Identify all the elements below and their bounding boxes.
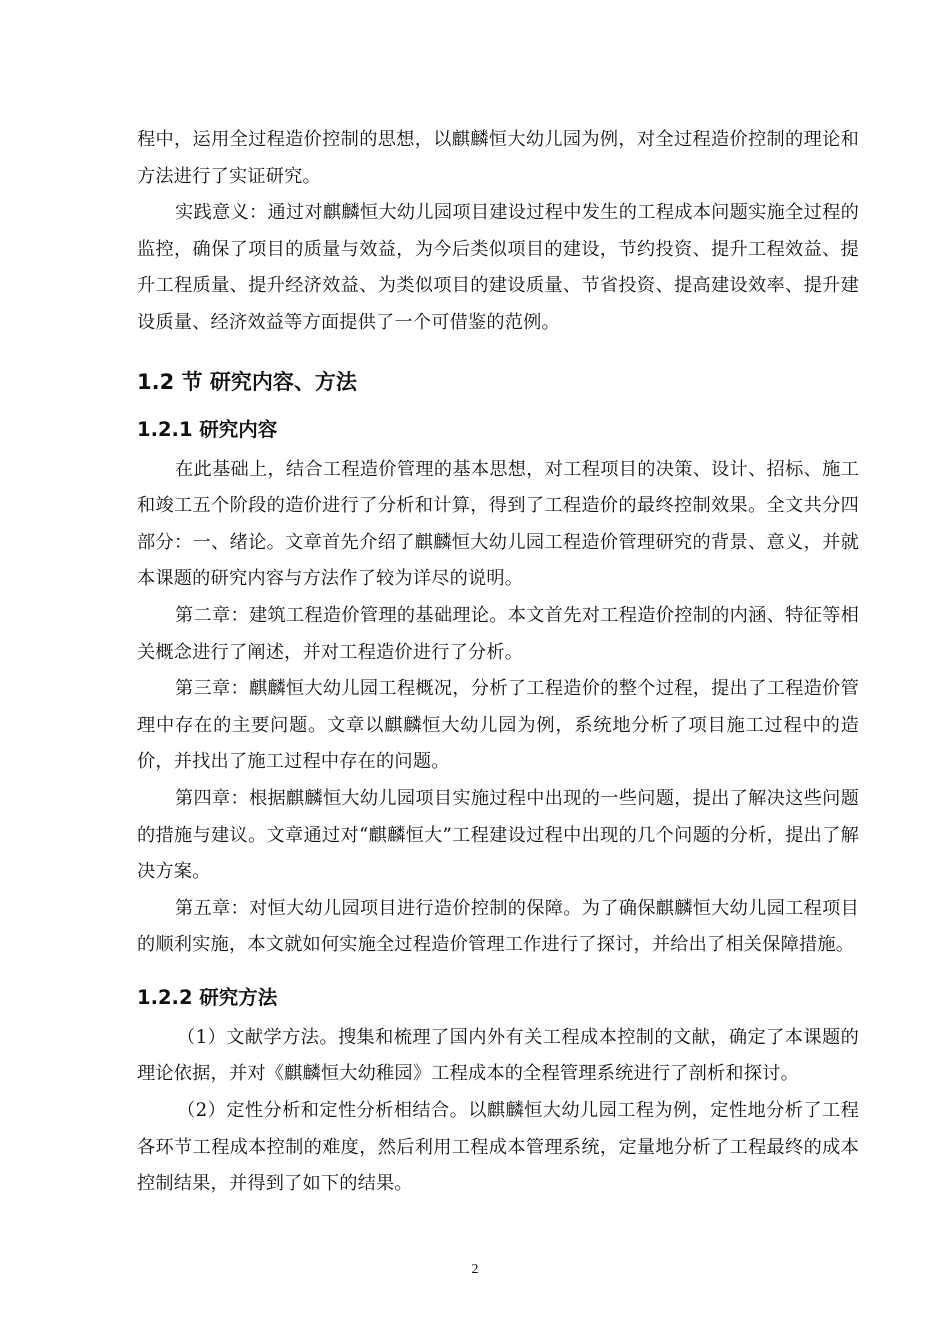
section-heading-1-2: 1.2 节 研究内容、方法 (137, 369, 357, 394)
subsection-heading-1-2-1: 1.2.1 研究内容 (137, 417, 278, 441)
content-paragraph-1: 在此基础上，结合工程造价管理的基本思想，对工程项目的决策、设计、招标、施工和竣工五个阶段的造价进行了分析和计算，得到了工程造价的最终控制效果。全文共分四部分：一、绪论。文章首先介绍了麒麟恒大幼儿园工程造价管理研究的背景、意义，并就本课题的研究内容与方法作了较为详尽的说明。 (137, 458, 859, 590)
method-paragraph-1: （1）文献学方法。搜集和梳理了国内外有关工程成本控制的文献，确定了本课题的理论依据，并对《麒麟恒大幼稚园》工程成本的全程管理系统进行了剖析和探讨。 (137, 1026, 859, 1085)
document-page (137, 122, 859, 1203)
content-paragraph-chapter-3: 第三章：麒麟恒大幼儿园工程概况，分析了工程造价的整个过程，提出了工程造价管理中存在的主要问题。文章以麒麟恒大幼儿园为例，系统地分析了项目施工过程中的造价，并找出了施工过程中存在的问题。 (137, 678, 859, 773)
subsection-heading-1-2-2: 1.2.2 研究方法 (137, 985, 278, 1009)
content-paragraph-chapter-4: 第四章：根据麒麟恒大幼儿园项目实施过程中出现的一些问题，提出了解决这些问题的措施与建议。文章通过对“麒麟恒大”工程建设过程中出现的几个问题的分析，提出了解决方案。 (137, 787, 859, 883)
intro-paragraph-1: 程中，运用全过程造价控制的思想，以麒麟恒大幼儿园为例，对全过程造价控制的理论和方法进行了实证研究。 (137, 129, 859, 187)
intro-paragraph-practical-significance: 实践意义：通过对麒麟恒大幼儿园项目建设过程中发生的工程成本问题实施全过程的监控，确保了项目的质量与效益，为今后类似项目的建设，节约投资、提升工程效益、提升工程质量、提升经济效益、为类似项目的建设质量、节省投资、提高建设效率、提升建设质量、经济效益等方面提供了一个可借鉴的范例。 (137, 202, 859, 333)
page-number: 2 (471, 1262, 479, 1277)
content-paragraph-chapter-5: 第五章：对恒大幼儿园项目进行造价控制的保障。为了确保麒麟恒大幼儿园工程项目的顺利实施，本文就如何实施全过程造价管理工作进行了探讨，并给出了相关保障措施。 (137, 897, 859, 956)
method-paragraph-2: （2）定性分析和定性分析相结合。以麒麟恒大幼儿园工程为例，定性地分析了工程各环节工程成本控制的难度，然后利用工程成本管理系统，定量地分析了工程最终的成本控制结果，并得到了如下的结果。 (137, 1100, 859, 1195)
content-paragraph-chapter-2: 第二章：建筑工程造价管理的基础理论。本文首先对工程造价控制的内涵、特征等相关概念进行了阐述，并对工程造价进行了分析。 (137, 604, 859, 663)
